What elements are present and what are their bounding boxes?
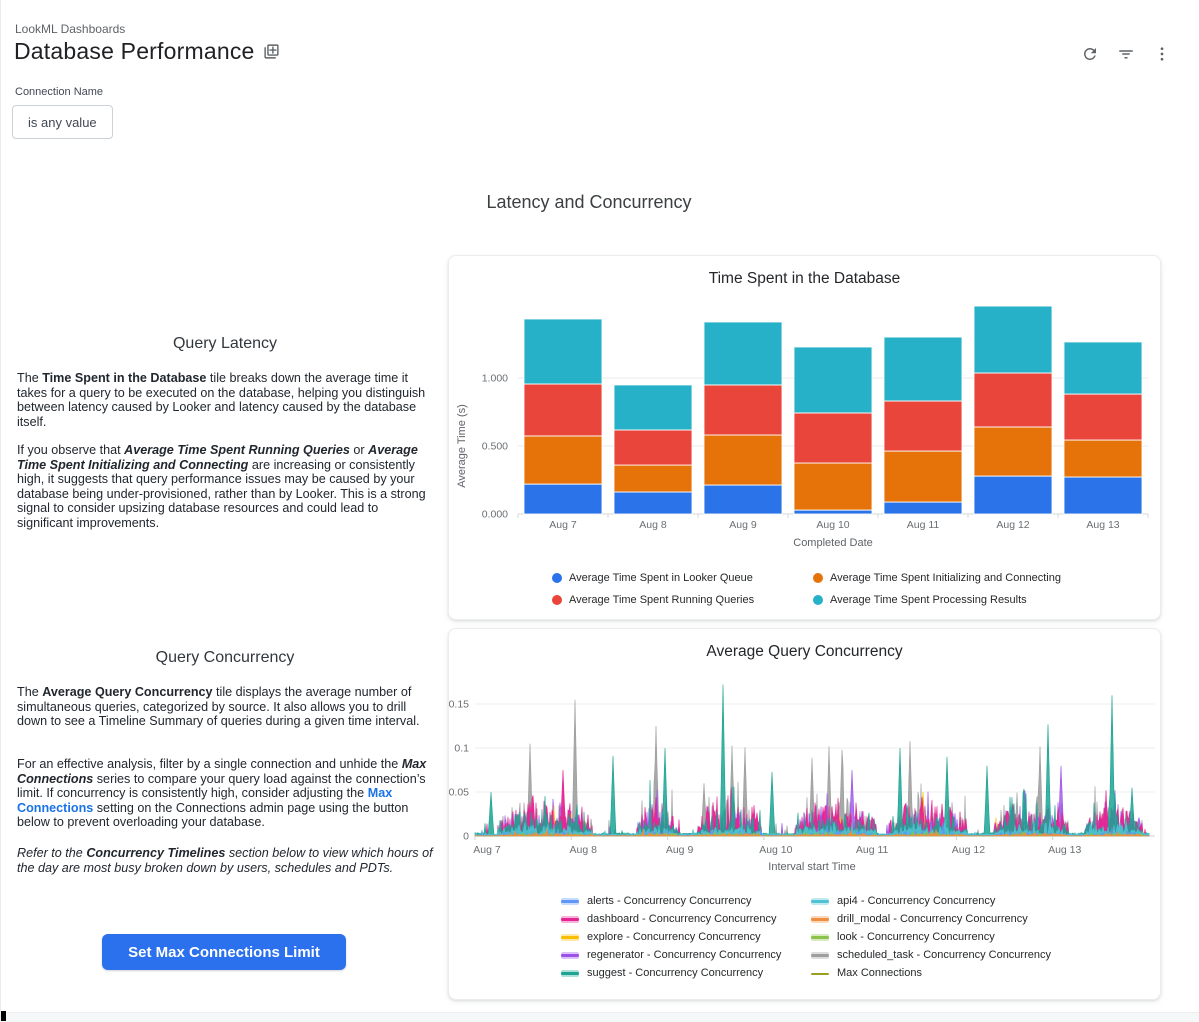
filter-value: is any value [28,114,97,130]
bar-segment[interactable] [614,385,692,430]
legend-label: dashboard - Concurrency Concurrency [587,913,777,925]
bar-segment[interactable] [704,435,782,485]
x-tick-label: Aug 11 [906,519,940,531]
x-axis-title: Interval start Time [768,861,856,873]
bar-segment[interactable] [794,347,872,413]
y-tick-label: 0.15 [449,698,469,711]
legend-marker [811,952,829,959]
bar-segment[interactable] [1064,477,1142,514]
time-spent-chart-plot[interactable] [449,294,1160,556]
bar-segment[interactable] [1064,342,1142,394]
concurrency-legend [449,892,1160,992]
bar-segment[interactable] [614,492,692,514]
y-tick-label: 1.000 [481,372,508,385]
x-tick-label: Aug 8 [569,844,598,856]
legend-column [552,567,754,611]
y-tick-label: 0 [463,830,469,843]
legend-marker [561,916,579,923]
x-tick-label: Aug 9 [665,844,694,856]
legend-marker [811,970,829,977]
x-axis-title: Completed Date [793,537,873,549]
legend-column [811,892,1051,982]
x-tick-label: Aug 8 [639,519,667,531]
legend-label: Average Time Spent Running Queries [569,594,755,606]
bar-segment[interactable] [704,322,782,385]
legend-marker [811,916,829,923]
bar-segment[interactable] [974,476,1052,514]
y-axis-title: Average Time (s) [456,404,468,488]
legend-item-explore[interactable] [561,928,781,946]
legend-marker [561,952,579,959]
legend-label: explore - Concurrency Concurrency [587,931,761,943]
legend-dot [813,595,823,605]
y-tick-label: 0.500 [481,440,508,453]
bar-segment[interactable] [704,385,782,435]
max-connections-link[interactable]: Max Connections [17,786,393,815]
time-spent-tile[interactable] [448,255,1161,620]
legend-label: look - Concurrency Concurrency [837,931,995,943]
bar-segment[interactable] [974,373,1052,427]
legend-label: Average Time Spent in Looker Queue [569,572,753,584]
legend-item-max_connections[interactable] [811,964,1051,982]
legend-marker [561,934,579,941]
legend-item[interactable] [552,567,754,589]
bar-segment[interactable] [794,510,872,514]
bar-segment[interactable] [524,384,602,436]
legend-column [813,567,1061,611]
query-latency-paragraph-1: The Time Spent in the Database tile breaks down the average time it takes for a query to be executed on the database, helping you distinguish between latency caused by Looker and latency caused by the database itself. [17,371,426,429]
bar-segment[interactable] [884,502,962,514]
concurrency-chart-plot[interactable] [449,669,1160,884]
legend-item-look[interactable] [811,928,1051,946]
duplicate-dashboard-icon[interactable] [263,43,280,60]
time-spent-chart-title: Time Spent in the Database [708,270,901,287]
legend-label: api4 - Concurrency Concurrency [837,895,996,907]
legend-label: regenerator - Concurrency Concurrency [587,949,782,961]
x-tick-label: Aug 12 [951,844,986,856]
set-max-connections-button[interactable]: Set Max Connections Limit [102,934,346,970]
x-tick-label: Aug 10 [759,844,793,856]
bar-segment[interactable] [1064,440,1142,477]
legend-item[interactable] [552,589,754,611]
query-concurrency-tile[interactable] [448,628,1161,1000]
dashboard-toolbar [1080,44,1172,64]
concurrency-chart-title: Average Query Concurrency [706,643,903,660]
refresh-icon[interactable] [1080,44,1100,64]
x-tick-label: Aug 9 [729,519,757,531]
query-concurrency-paragraph-2: For an effective analysis, filter by a single connection and unhide the Max Connections series to compare your query load against the connection’s limit. If concurrency is consistently high, consider adjusting the Max Connections setting on the Connections admin page using the button below to prevent overloading your database. [17,757,427,830]
legend-marker [811,898,829,905]
page-title: Database Performance [14,38,255,64]
bar-segment[interactable] [884,337,962,401]
legend-label: alerts - Concurrency Concurrency [587,895,752,907]
legend-item[interactable] [813,567,1061,589]
bar-segment[interactable] [614,430,692,465]
legend-label: scheduled_task - Concurrency Concurrency [837,949,1051,961]
bar-segment[interactable] [974,306,1052,373]
filter-label: Connection Name [15,86,104,98]
bar-segment[interactable] [794,413,872,463]
legend-dot [552,595,562,605]
query-concurrency-heading: Query Concurrency [155,649,295,666]
legend-label: Average Time Spent Initializing and Connecting [830,572,1061,584]
bar-segment[interactable] [884,401,962,451]
time-spent-legend [449,567,1160,613]
legend-item-alerts[interactable] [561,892,781,910]
legend-dot [552,573,562,583]
bar-segment[interactable] [884,451,962,502]
bar-segment[interactable] [704,485,782,514]
bar-segment[interactable] [974,427,1052,476]
bar-segment[interactable] [1064,394,1142,440]
legend-label: Average Time Spent Processing Results [830,594,1027,606]
legend-dot [813,573,823,583]
y-tick-label: 0.1 [454,742,469,755]
concurrency-timelines-note: Refer to the Concurrency Timelines section below to view which hours of the day are most busy broken down by users, schedules and PDTs. [17,846,433,875]
legend-label: suggest - Concurrency Concurrency [587,967,764,979]
legend-item-suggest[interactable] [561,964,781,982]
x-tick-label: Aug 13 [1086,519,1120,531]
legend-label: drill_modal - Concurrency Concurrency [837,913,1028,925]
query-latency-paragraph-2: If you observe that Average Time Spent Running Queries or Average Time Spent Initializing and Connecting are increasing or consistently high, it suggests that query performance issues may be caused by your database being under-provisioned, rather than by Looker. This is a strong signal to consider upsizing database resources and could lead to significant improvements. [17,443,426,530]
x-tick-label: Aug 7 [549,519,577,531]
legend-item-dashboard[interactable] [561,910,781,928]
bar-segment[interactable] [614,465,692,492]
filter-icon[interactable] [1116,44,1136,64]
breadcrumb[interactable]: LookML Dashboards [15,22,126,36]
x-tick-label: Aug 10 [816,519,850,531]
legend-item-drill_modal[interactable] [811,910,1051,928]
legend-item[interactable] [813,589,1061,611]
x-tick-label: Aug 7 [473,844,501,856]
bar-segment[interactable] [524,319,602,384]
legend-item-scheduled_task[interactable] [811,946,1051,964]
cursor-artifact [1,1011,6,1021]
connection-name-filter[interactable] [12,105,113,139]
bar-segment[interactable] [524,484,602,514]
query-concurrency-paragraph-1: The Average Query Concurrency tile displays the average number of simultaneous queries, categorized by source. It also allows you to drill down to see a Timeline Summary of queries during a given time interval. [17,685,420,729]
legend-marker [561,898,579,905]
legend-item-api4[interactable] [811,892,1051,910]
page-title-row [14,38,280,65]
bar-segment[interactable] [794,463,872,510]
section-title: Latency and Concurrency [486,192,692,212]
x-tick-label: Aug 12 [996,519,1030,531]
legend-column [561,892,781,982]
y-tick-label: 0.05 [449,786,469,799]
legend-item-regenerator[interactable] [561,946,781,964]
y-tick-label: 0.000 [481,508,508,521]
x-tick-label: Aug 13 [1048,844,1082,856]
x-tick-label: Aug 11 [855,844,889,856]
more-vert-icon[interactable] [1152,44,1172,64]
legend-label: Max Connections [837,967,922,979]
legend-marker [561,970,579,977]
query-latency-heading: Query Latency [172,335,278,352]
bar-segment[interactable] [524,436,602,484]
legend-marker [811,934,829,941]
